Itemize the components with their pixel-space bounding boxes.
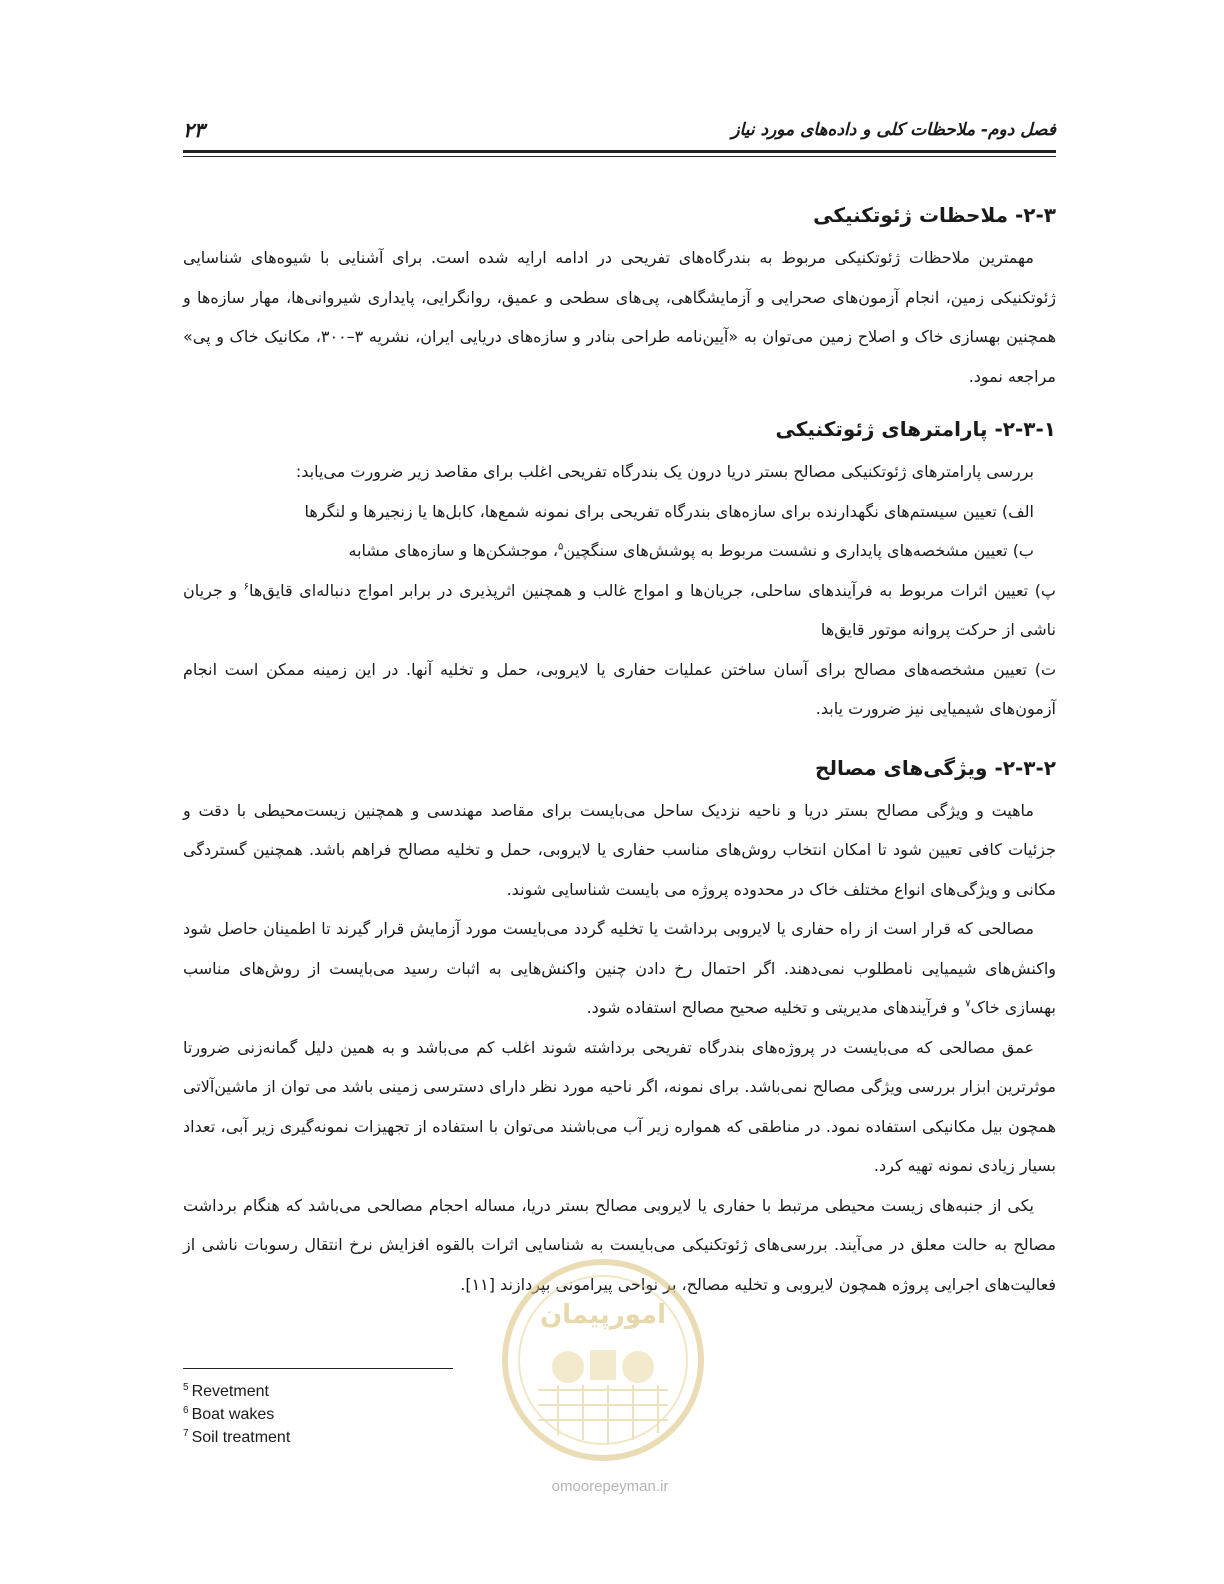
footnote-7: $^7$ Soil treatment [183, 1427, 291, 1446]
paragraph-text-end: و فرآیندهای مدیریتی و تخلیه صحیح مصالح استفاده شود. [586, 998, 966, 1017]
footnote-separator [183, 1368, 453, 1369]
list-item-t: ت) تعیین مشخصه‌های مصالح برای آسان ساختن عملیات حفاری یا لایروبی، حمل و تخلیه آنها. در این زمینه ممکن است انجام آزمون‌های شیمیایی نیز ضرورت یابد. [183, 659, 1056, 718]
watermark-logo-text: امورپیمان [539, 1300, 667, 1330]
running-header [183, 118, 1056, 148]
list-item-p-text-end: و جریان ناشی از حرکت پروانه موتور قایق‌ها [183, 580, 1056, 639]
footnote-5: $^5$ Revetment [183, 1381, 269, 1400]
section-heading-materials: ۲-۳-۲- ویژگی‌های مصالح [815, 755, 1056, 780]
main-content [183, 192, 1056, 1304]
section-heading-parameters: ۲-۳-۱- پارامترهای ژئوتکنیکی [775, 417, 1056, 441]
list-item-b-text-end: ، موجشکن‌ها و سازه‌های مشابه [348, 541, 559, 560]
list-item-b [183, 531, 1056, 571]
paragraph-text: مصالحی که قرار است از راه حفاری یا لایروبی برداشت یا تخلیه گردد می‌بایست مورد آزمایش قرار گیرند تا اطمینان حاصل شود واکنش‌های شیمیایی نامطلوب نمی‌دهند. اگر احتمال رخ دادن چنین واکنش‌هایی به اثبات رسید می‌بایست از روش‌های مناسب بهسازی خاک [183, 919, 1056, 1017]
header-rule-thin [183, 156, 1056, 157]
paragraph-intro: بررسی پارامترهای ژئوتکنیکی مصالح بستر دریا درون یک بندرگاه تفریحی اغلب برای مقاصد زیر ضرورت می‌یابد: [295, 462, 1034, 481]
list-item-a: الف) تعیین سیستم‌های نگهدارنده برای سازه‌های بندرگاه تفریحی برای نمونه شمع‌ها، کابل‌ها یا زنجیرها و لنگرها [304, 501, 1034, 521]
paragraph [183, 909, 1056, 1028]
page-number: ۲۳ [183, 118, 205, 142]
chapter-title: فصل دوم- ملاحظات کلی و داده‌های مورد نیاز [731, 120, 1056, 140]
list-item-p-text: پ) تعیین اثرات مربوط به فرآیندهای ساحلی، جریان‌ها و امواج غالب و همچنین اثرپذیری در برابر امواج دنباله‌ای قایق‌ها [249, 580, 1056, 600]
footnote-ref-5[interactable]: ۵ [558, 541, 564, 553]
paragraph: ماهیت و ویژگی مصالح بستر دریا و ناحیه نزدیک ساحل می‌بایست برای مقاصد مهندسی و همچنین زیست‌محیطی با دقت و جزئیات کافی تعیین شود تا امکان انتخاب روش‌های مناسب حفاری یا لایروبی، حمل و تخلیه مصالح فراهم باشد. همچنین گستردگی مکانی و ویژگی‌های انواع مختلف خاک در محدوده پروژه می بایست شناسایی شوند. [183, 800, 1056, 899]
watermark-url: omoorepeyman.ir [551, 1478, 669, 1495]
paragraph: مهمترین ملاحظات ژئوتکنیکی مربوط به بندرگاه‌های تفریحی در ادامه ارایه شده است. برای آشنایی با شیوه‌های شناسایی ژئوتکنیکی زمین، انجام آزمون‌های صحرایی و آزمایشگاهی، پی‌های سطحی و عمیق، روانگرایی، پایداری شیروانی‌ها، مهار سازه‌ها و همچنین بهسازی خاک و اصلاح زمین می‌توان به «آیین‌نامه طراحی بنادر و سازه‌های دریایی ایران، نشریه ۳–۳۰۰، مکانیک خاک و پی» مراجعه نمود. [183, 248, 1057, 386]
list-item-p [183, 571, 1056, 650]
section-heading-geotechnical: ۲-۳- ملاحظات ژئوتکنیکی [813, 203, 1056, 227]
footnotes [183, 1380, 290, 1449]
watermark-logo [498, 1255, 708, 1465]
paragraph: یکی از جنبه‌های زیست محیطی مرتبط با حفاری یا لایروبی مصالح بستر دریا، مساله احجام مصالحی می‌باشد که هنگام برداشت مصالح به حالت معلق در می‌آیند. بررسی‌های ژئوتکنیکی می‌بایست به شناسایی اثرات بالقوه افزایش نرخ انتقال رسوبات ناشی از فعالیت‌های اجرایی پروژه همچون لایروبی و تخلیه مصالح، بر نواحی پیرامونی بپردازند [۱۱]. [183, 1195, 1056, 1294]
footnote-ref-7[interactable]: ۷ [965, 998, 971, 1010]
paragraph: عمق مصالحی که می‌بایست در پروژه‌های بندرگاه تفریحی برداشته شوند اغلب کم می‌باشد و به همین دلیل گمانه‌زنی ضرورتا موثرترین ابزار بررسی ویژگی مصالح نمی‌باشد. برای نمونه، اگر ناحیه مورد نظر دارای دسترسی زمینی باشد می توان از ماشین‌آلاتی همچون بیل مکانیکی استفاده نمود. در مناطقی که همواره زیر آب می‌باشند می‌توان با استفاده از تجهیزات نمونه‌گیری زیر آبی، تعداد بسیار زیادی نمونه تهیه کرد. [183, 1037, 1056, 1175]
list-item-b-text: ب) تعیین مشخصه‌های پایداری و نشست مربوط به پوشش‌های سنگچین [563, 541, 1034, 560]
footnote-ref-6[interactable]: ۶ [243, 581, 250, 593]
header-rule-thick [183, 150, 1056, 153]
footnote-6: $^6$ Boat wakes [183, 1404, 275, 1423]
